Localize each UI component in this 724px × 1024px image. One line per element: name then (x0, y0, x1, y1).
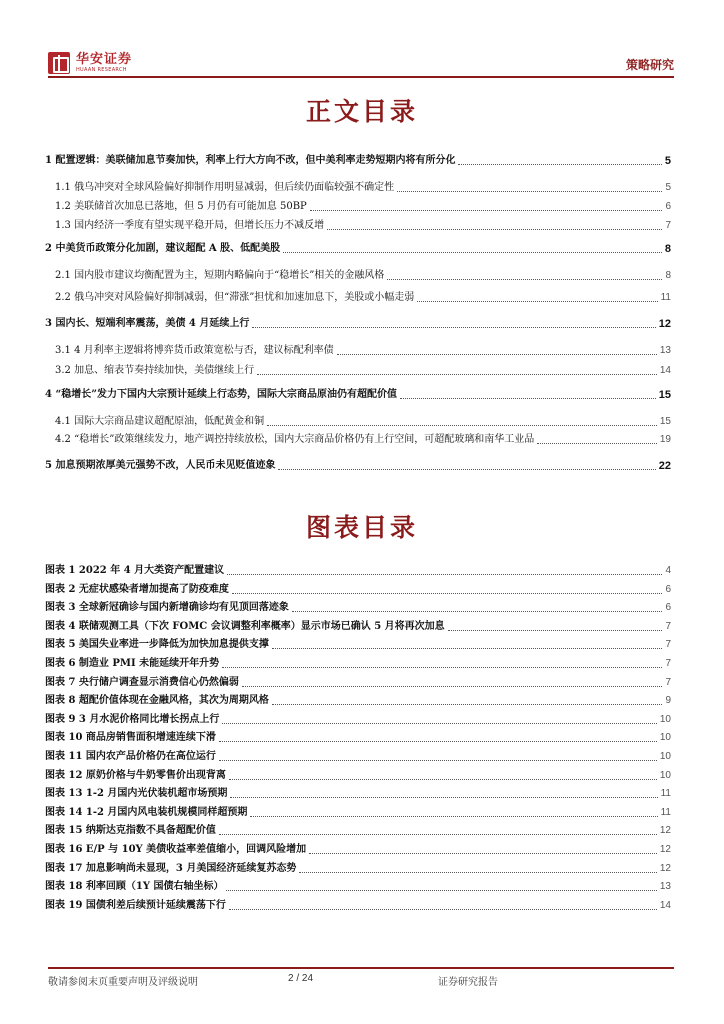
toc-entry-title: 2.1 国内股市建议均衡配置为主，短期内略偏向于“稳增长”相关的金融风格 (55, 270, 385, 281)
figure-entry[interactable] (45, 839, 671, 857)
figure-entry-page: 7 (665, 639, 671, 650)
figure-entry[interactable] (45, 616, 671, 634)
figure-entry-page: 10 (659, 751, 671, 762)
figure-entry-page: 7 (665, 677, 671, 688)
figure-entry-title: 图表 8 超配价值体现在金融风格，其次为周期风格 (45, 695, 269, 706)
dot-leader (309, 853, 657, 854)
dot-leader (337, 354, 657, 355)
report-category: 策略研究 (625, 58, 674, 72)
company-logo (48, 52, 132, 74)
dot-leader (299, 872, 657, 873)
toc-entry[interactable] (55, 360, 671, 378)
dot-leader (222, 723, 657, 724)
toc-entry-page: 22 (658, 460, 671, 472)
dot-leader (417, 301, 657, 302)
dot-leader (257, 374, 657, 375)
toc-entry[interactable] (45, 238, 671, 256)
dot-leader (222, 667, 662, 668)
dot-leader (219, 834, 657, 835)
toc-entry-title: 4.2 “稳增长”政策继续发力，地产调控持续放松，国内大宗商品价格仍有上行空间，可超配玻璃和南华工业品 (55, 434, 535, 445)
dot-leader (292, 611, 663, 612)
figure-entry[interactable] (45, 858, 671, 876)
dot-leader (327, 229, 662, 230)
toc-entry-page: 19 (659, 434, 671, 445)
dot-leader (397, 191, 662, 192)
toc-entry-title: 2 中美货币政策分化加剧，建议超配 A 股、低配美股 (45, 243, 281, 254)
toc-entry-title: 1.3 国内经济一季度有望实现平稳开局，但增长压力不减反增 (55, 220, 325, 231)
figure-entry[interactable] (45, 783, 671, 801)
figure-entry-page: 12 (659, 825, 671, 836)
footer-divider (48, 967, 674, 969)
toc-entry-title: 2.2 俄乌冲突对风险偏好抑制减弱，但“滞涨”担忧和加速加息下，美股或小幅走弱 (55, 292, 415, 303)
figure-entry[interactable] (45, 634, 671, 652)
toc-entry-title: 1.2 美联储首次加息已落地，但 5 月仍有可能加息 50BP (55, 201, 307, 212)
figure-entry[interactable] (45, 895, 671, 913)
figure-entry[interactable] (45, 560, 671, 578)
dot-leader (448, 630, 663, 631)
toc-entry[interactable] (55, 265, 671, 283)
figure-entry-title: 图表 5 美国失业率进一步降低为加快加息提供支撑 (45, 639, 269, 650)
toc-entry[interactable] (55, 177, 671, 195)
dot-leader (219, 760, 657, 761)
figure-entry[interactable] (45, 709, 671, 727)
page-footer (48, 973, 674, 989)
figure-entry-page: 9 (665, 695, 671, 706)
dot-leader (387, 279, 662, 280)
figure-entry-title: 图表 18 利率回顾（1Y 国债右轴坐标） (45, 881, 224, 892)
toc-entry-page: 11 (660, 292, 671, 303)
toc-entry-title: 4.1 国际大宗商品建议超配原油，低配黄金和铜 (55, 416, 265, 427)
header-divider (48, 76, 674, 78)
toc-entry-page: 8 (665, 270, 671, 281)
dot-leader (232, 593, 663, 594)
figure-entry[interactable] (45, 765, 671, 783)
toc-entry-title: 4 “稳增长”发力下国内大宗预计延续上行态势，国际大宗商品原油仍有超配价值 (45, 389, 397, 400)
figure-entry[interactable] (45, 820, 671, 838)
figure-entry[interactable] (45, 876, 671, 894)
toc-entry-page: 15 (658, 389, 671, 401)
dot-leader (278, 469, 655, 470)
figure-entry-page: 11 (660, 807, 671, 818)
report-type: 证券研究报告 (438, 977, 498, 988)
figure-entry-title: 图表 9 3 月水泥价格同比增长拐点上行 (45, 714, 220, 725)
toc-entry-title: 3.1 4 月利率主逻辑将博弈货币政策宽松与否，建议标配利率债 (55, 345, 334, 356)
toc-entry[interactable] (45, 313, 671, 331)
figure-entry-page: 14 (659, 900, 671, 911)
dot-leader (272, 704, 663, 705)
figure-entry[interactable] (45, 746, 671, 764)
figure-entry-title: 图表 10 商品房销售面积增速连续下滑 (45, 732, 216, 743)
footer-disclaimer: 敬请参阅末页重要声明及评级说明 (48, 977, 198, 988)
toc-entry-page: 7 (665, 220, 671, 231)
figure-entry-page: 6 (665, 584, 671, 595)
logo-seal-icon (48, 52, 70, 74)
logo-chinese-name: 华安证券 (76, 51, 133, 67)
figure-entry-title: 图表 6 制造业 PMI 未能延续开年升势 (45, 658, 220, 669)
figure-entry-page: 4 (665, 565, 671, 576)
dot-leader (250, 816, 657, 817)
toc-entry[interactable] (55, 215, 671, 233)
figure-entry-title: 图表 11 国内农产品价格仍在高位运行 (45, 751, 216, 762)
figure-entry[interactable] (45, 653, 671, 671)
dot-leader (229, 779, 657, 780)
toc-entry-title: 5 加息预期浓厚美元强势不改，人民币未见贬值迹象 (45, 460, 276, 471)
figure-entry-page: 6 (665, 602, 671, 613)
dot-leader (272, 648, 663, 649)
figure-entry-page: 13 (659, 881, 671, 892)
toc-entry-page: 14 (659, 365, 671, 376)
toc-entry-title: 3 国内长、短端利率震荡，美债 4 月延续上行 (45, 318, 250, 329)
toc-entry-page: 15 (659, 416, 671, 427)
dot-leader (310, 210, 663, 211)
figure-entry-title: 图表 14 1-2 月国内风电装机规模同样超预期 (45, 807, 248, 818)
dot-leader (229, 909, 657, 910)
dot-leader (226, 890, 656, 891)
figure-entry-title: 图表 2 无症状感染者增加提高了防疫难度 (45, 584, 229, 595)
dot-leader (230, 797, 657, 798)
toc-entry[interactable] (55, 411, 671, 429)
toc-entry[interactable] (45, 384, 671, 402)
logo-english-name: HUAAN RESEARCH (76, 66, 127, 73)
toc-title: 正文目录 (305, 97, 418, 126)
figure-entry-page: 12 (659, 844, 671, 855)
figure-entry-title: 图表 16 E/P 与 10Y 美债收益率差值缩小，回调风险增加 (45, 844, 307, 855)
figure-list-title: 图表目录 (305, 513, 418, 542)
figure-entry[interactable] (45, 802, 671, 820)
page-number: 2 / 24 (288, 973, 314, 984)
dot-leader (400, 398, 656, 399)
toc-entry-page: 6 (665, 201, 671, 212)
dot-leader (219, 741, 657, 742)
figure-entry[interactable] (45, 579, 671, 597)
figure-entry-title: 图表 13 1-2 月国内光伏装机超市场预期 (45, 788, 228, 799)
toc-entry-title: 3.2 加息、缩表节奏持续加快，美债继续上行 (55, 365, 255, 376)
toc-entry-page: 12 (658, 318, 671, 330)
figure-entry-title: 图表 19 国债利差后续预计延续震荡下行 (45, 900, 226, 911)
figure-entry[interactable] (45, 672, 671, 690)
dot-leader (458, 164, 661, 165)
dot-leader (227, 574, 662, 575)
figure-entry[interactable] (45, 727, 671, 745)
figure-entry-page: 7 (665, 621, 671, 632)
figure-entry-title: 图表 3 全球新冠确诊与国内新增确诊均有见顶回落迹象 (45, 602, 289, 613)
figure-entry-page: 7 (665, 658, 671, 669)
toc-entry[interactable] (45, 150, 671, 168)
figure-entry-page: 10 (659, 732, 671, 743)
toc-entry[interactable] (55, 287, 671, 305)
toc-entry-page: 5 (664, 155, 671, 167)
figure-entry[interactable] (45, 690, 671, 708)
figure-entry-page: 10 (659, 770, 671, 781)
figure-entry-title: 图表 12 原奶价格与牛奶零售价出现背离 (45, 770, 226, 781)
dot-leader (242, 686, 663, 687)
figure-entry[interactable] (45, 597, 671, 615)
figure-entry-title: 图表 7 央行储户调查显示消费信心仍然偏弱 (45, 677, 239, 688)
figure-entry-title: 图表 4 联储观测工具（下次 FOMC 会议调整利率概率）显示市场已确认 5 月将再次加息 (45, 621, 445, 632)
dot-leader (283, 252, 662, 253)
toc-entry-title: 1 配置逻辑：美联储加息节奏加快，利率上行大方向不改，但中美利率走势短期内将有所分化 (45, 155, 456, 166)
toc-entry[interactable] (55, 196, 671, 214)
figure-entry-page: 12 (659, 863, 671, 874)
toc-entry[interactable] (55, 340, 671, 358)
figure-entry-title: 图表 17 加息影响尚未显现，3 月美国经济延续复苏态势 (45, 863, 297, 874)
dot-leader (537, 443, 657, 444)
toc-entry-page: 8 (664, 243, 671, 255)
figure-entry-title: 图表 15 纳斯达克指数不具备超配价值 (45, 825, 216, 836)
dot-leader (252, 327, 655, 328)
toc-entry[interactable] (45, 455, 671, 473)
figure-entry-page: 11 (660, 788, 671, 799)
figure-entry-page: 10 (659, 714, 671, 725)
toc-entry-page: 5 (665, 182, 671, 193)
figure-entry-title: 图表 1 2022 年 4 月大类资产配置建议 (45, 565, 225, 576)
toc-entry-page: 13 (659, 345, 671, 356)
dot-leader (267, 425, 657, 426)
toc-entry[interactable] (55, 429, 671, 447)
toc-entry-title: 1.1 俄乌冲突对全球风险偏好抑制作用明显减弱，但后续仍面临较强不确定性 (55, 182, 395, 193)
